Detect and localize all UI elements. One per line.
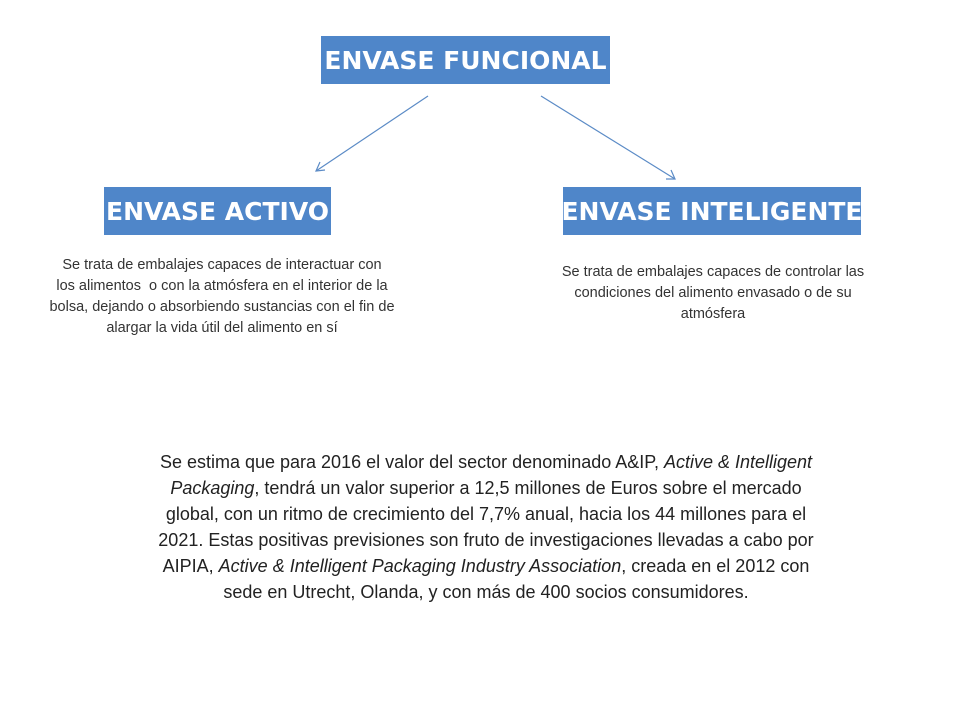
envase-funcional-box: ENVASE FUNCIONAL — [321, 36, 610, 84]
arrow-to-activo — [316, 96, 428, 171]
paragraph-line: global, con un ritmo de crecimiento del 7,7% anual, hacia los 44 millones para el — [165, 504, 807, 524]
paragraph-line — [66, 449, 906, 475]
description-line: bolsa, dejando o absorbiendo sustancias con el fin de — [49, 299, 395, 315]
description-line: atmósfera — [680, 306, 746, 322]
envase-inteligente-box: ENVASE INTELIGENTE — [563, 187, 861, 235]
description-line: Se trata de embalajes capaces de interactuar con — [62, 257, 382, 273]
description-line: alargar la vida útil del alimento en sí — [106, 320, 338, 336]
envase-inteligente-description — [512, 262, 914, 325]
paragraph-line — [66, 475, 906, 501]
paragraph-italic: Active & Intelligent — [663, 452, 813, 472]
envase-activo-description — [2, 255, 442, 339]
description-line: Se trata de embalajes capaces de controlar las — [561, 264, 865, 280]
paragraph-line — [66, 553, 906, 579]
market-paragraph — [66, 449, 906, 605]
paragraph-text: , creada en el 2012 con — [621, 556, 810, 576]
description-line: condiciones del alimento envasado o de su — [574, 285, 852, 301]
envase-activo-box: ENVASE ACTIVO — [104, 187, 331, 235]
paragraph-line: sede en Utrecht, Olanda, y con más de 400 socios consumidores. — [223, 582, 749, 602]
paragraph-text: Se estima que para 2016 el valor del sector denominado A&IP, — [159, 452, 659, 472]
paragraph-italic: Active & Intelligent Packaging Industry Association — [218, 556, 622, 576]
paragraph-text: AIPIA, — [162, 556, 214, 576]
arrow-to-inteligente — [541, 96, 675, 179]
paragraph-line: 2021. Estas positivas previsiones son fruto de investigaciones llevadas a cabo por — [158, 530, 814, 550]
description-line: los alimentos o con la atmósfera en el interior de la — [56, 278, 388, 294]
paragraph-text: , tendrá un valor superior a 12,5 millones de Euros sobre el mercado — [254, 478, 802, 498]
paragraph-italic: Packaging — [170, 478, 255, 498]
